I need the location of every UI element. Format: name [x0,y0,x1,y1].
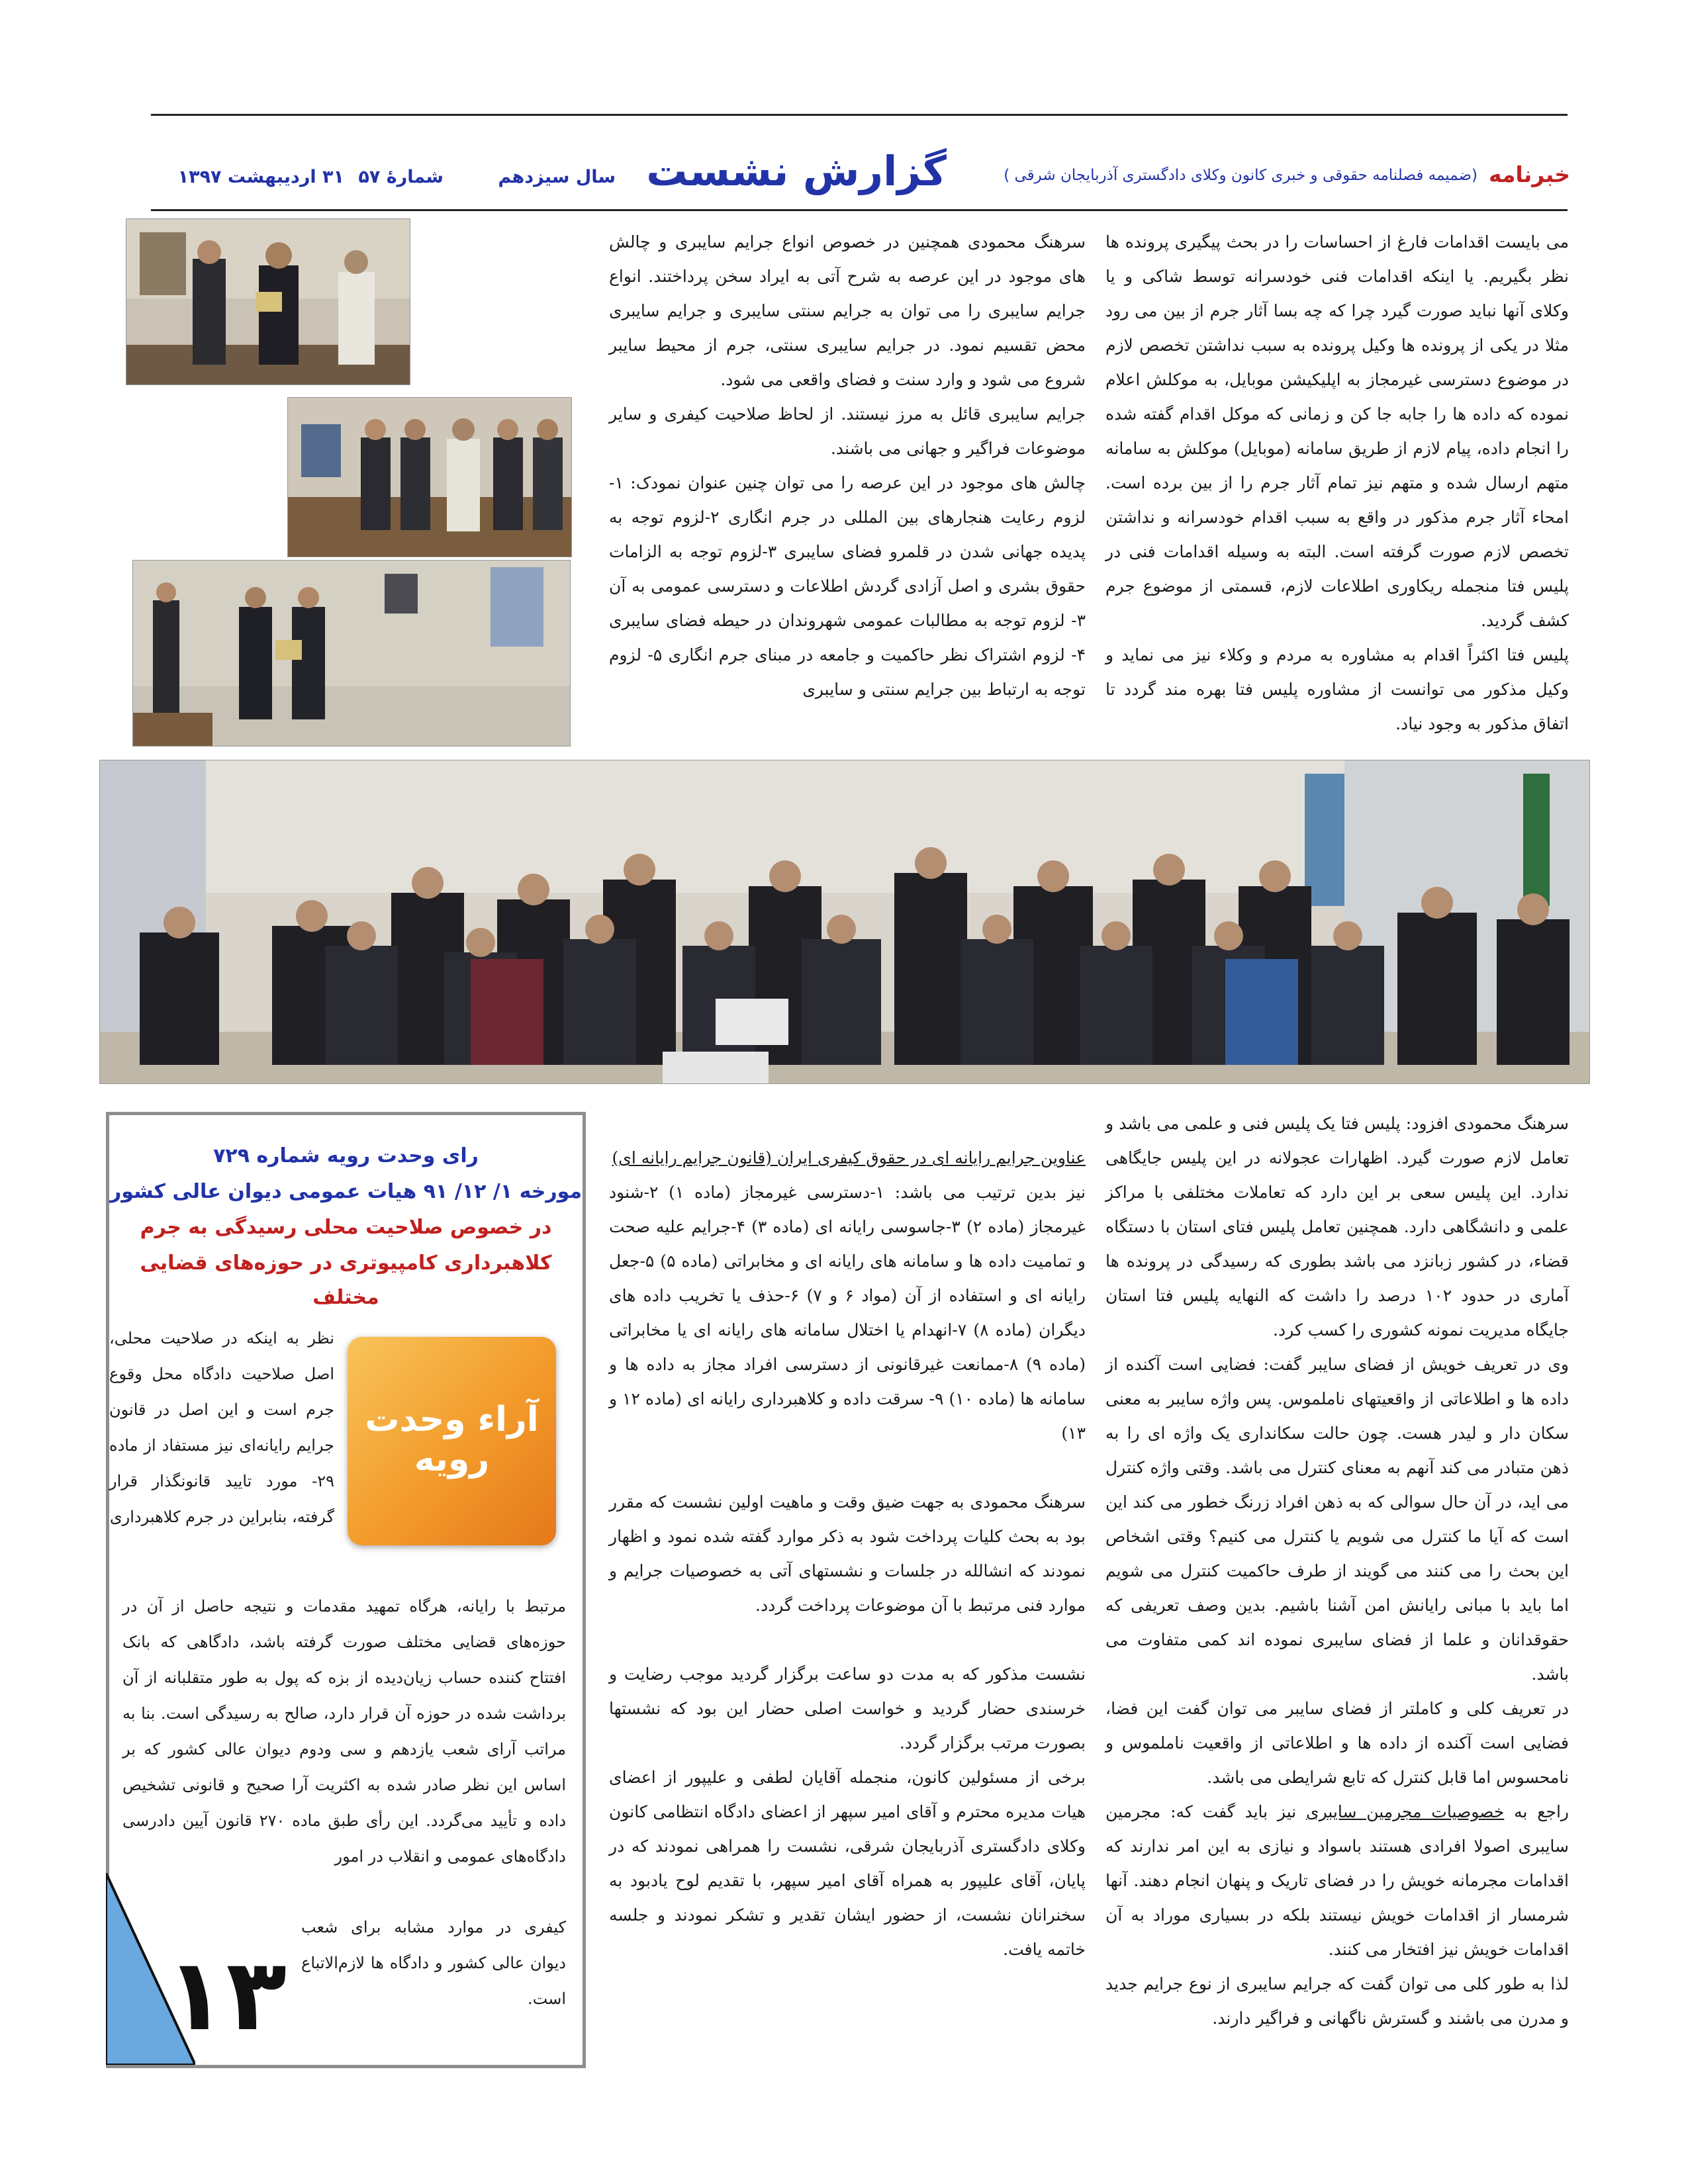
header-date: ۳۱ اردیبهشت ۱۳۹۷ [177,167,344,187]
photo-award-ceremony-2 [287,397,572,557]
paragraph-rest: نیز باید گفت که: مجرمین سایبری اصولا افرادی هستند باسواد و نیازی به این امر ندارند که اقدامات مجرمانه خویش را در فضای تاریک و پنهان انجام دهند. آنها شرمسار از اقدامات خویش نیستند بلکه در بسیاری موراد به آن اقدامات خویش نیز افتخار می کنند. [1105,1802,1569,1959]
section-heading: عناوین جرایم رایانه ای در حقوق کیفری ایران (قانون جرایم رایانه ای) [612,1148,1086,1167]
paragraph-prefix: راجع به [1514,1802,1570,1821]
article-paragraph: نیز بدین ترتیب می باشد: ۱-دسترسی غیرمجاز (ماده ۱) ۲-شنود غیرمجاز (ماده ۲) ۳-جاسوسی رایانه ای (ماده ۳) ۴-جرایم علیه صحت و تمامیت داده ها و سامانه های رایانه ای و مخابراتی (ماده ۵) ۵-جعل رایانه ای و استفاده از آن (مواد ۶ و ۷) ۶-حذف یا تخریب داده های دیگران (ماده ۸) ۷-انهدام یا اختلال سامانه های رایانه ای یا مخابراتی (ماده ۹) ۸-ممانعت غیرقانونی از دسترسی افراد مجاز به داده ها و سامانه ها (ماده ۱۰) ۹- سرقت داده و کلاهبرداری رایانه ای (ماده ۱۲ و ۱۳) [609,1183,1086,1443]
page-title: گزارش نشست [646,147,947,195]
ruling-title-1: رای وحدت رویه شماره ۷۲۹ [213,1144,479,1167]
article-paragraph: نشست مذکور که به مدت دو ساعت برگزار گردید موجب رضایت و خرسندی حضار گردید و خواست اصلی حضار این بود که نشستها بصورت مرتب برگزار گردد. [609,1664,1086,1752]
spacer [609,1451,1086,1485]
ruling-title-4: کلاهبرداری کامپیوتری در حوزه‌های قضایی مختلف [140,1251,552,1309]
top-right-column [1105,225,1569,741]
photo-award-ceremony-3 [132,560,571,747]
ruling-text-wide: مرتبط با رایانه، هرگاه تمهید مقدمات و نتیجه حاصل از آن در حوزه‌های قضایی مختلف صورت گرفته باشد، دادگاهی که بانک افتتاح کننده حساب زیان‌دیده از بزه که پول به طور متقلبانه از آن برداشت شده در حوزه آن قرار دارد، صالح به رسیدگی است. بنا به مراتب آرای شعب یازدهم و سی ودوم دیوان عالی کشور که بر اساس این نظر صادر شده به اکثریت آرا صحیح و قانونی تشخیص داده و تأیید می‌گردد. این رأی طبق ماده ۲۷۰ قانون آیین دادرسی دادگاه‌های عمومی و انقلاب در امور [122,1597,567,1866]
page-number: ۱۳ [165,1938,287,2053]
article-paragraph: سرهنگ محمودی همچنین در خصوص انواع جرایم سایبری و چالش های موجود در این عرصه به شرح آتی به ایراد سخن پرداختند. انواع جرایم سایبری را می توان به جرایم سنتی سایبری و جرایم سایبری محض تقسیم نمود. در جرایم سایبری سنتی، جرم از محیط سایبر شروع می شود و وارد سنت و فضای واقعی می شود. [609,232,1086,389]
article-paragraph [1105,1795,1569,1967]
ruling-text-end: کیفری در موارد مشابه برای شعب دیوان عالی کشور و دادگاه ها لازم‌الاتباع است. [301,1918,566,2008]
photo-award-ceremony-1 [126,218,410,385]
header-subtitle: (ضمیمه فصلنامه حقوقی و خبری کانون وکلای دادگستری آذربایجان شرقی ) [1004,167,1477,184]
spacer [609,1623,1086,1657]
article-paragraph: لذا به طور کلی می توان گفت که جرایم سایبری از نوع جرایم جدید و مدرن می باشند و گسترش ناگهانی و فراگیر دارند. [1105,1974,1569,2028]
article-paragraph: در تعریف کلی و کاملتر از فضای سایبر می توان گفت این فضا، فضایی است آکنده از داده ها و اطلاعاتی از واقعیت ناملموس و نامحسوس اما قابل کنترل که تابع شرایطی می باشد. [1105,1699,1569,1787]
ruling-title-2: مورخه ۱/ ۱۲/ ۹۱ هیات عمومی دیوان عالی کشور [109,1180,583,1203]
article-paragraph: چالش های موجود در این عرصه را می توان چنین عنوان نمودک: ۱- لزوم رعایت هنجارهای بین المللی در جرم انگاری ۲-لزوم توجه به پدیده جهانی شدن در قلمرو فضای سایبری ۳-لزوم توجه به الزامات حقوق بشری و اصل آزادی گردش اطلاعات و دسترسی عمومی به آن ۳- لزوم توجه به مطالبات عمومی شهروندان در حیطه فضای سایبری ۴- لزوم اشتراک نظر حاکمیت و جامعه در مبنای جرم انگاری ۵- لزوم توجه به ارتباط بین جرایم سنتی و سایبری [609,473,1086,699]
article-paragraph: وی در تعریف خویش از فضای سایبر گفت: فضایی است آکنده از داده ها و اطلاعاتی از واقعیتهای ناملموس. پس واژه سایبر به معنی سکان دار و لیدر هست. چون حالت سکانداری یک واژه ای را به ذهن متبادر می کند آنهم به معنای کنترل می باشد. وقتی واژه کنترل می اید، در آن حال سوالی که به ذهن افراد زرنگ خطور می کند این است که آیا ما کنترل می شویم یا کنترل می کنیم؟ وقتی اشخاص این بحث را می کنند می گویند از طرف حاکمیت کنترل می شویم اما باید با مبانی رایانش امن آشنا باشیم. بدین وصف تعریفی که حقوقدانان و علما از فضای سایبری نموده اند کمی متفاوت می باشد. [1105,1355,1569,1684]
ruling-logo [348,1337,556,1545]
article-paragraph: برخی از مسئولین کانون، منجمله آقایان لطفی و علیپور از اعضای هیات مدیره محترم و آقای امیر سپهر از اعضای دادگاه انتظامی کانون وکلای دادگستری آذربایجان شرقی، نشست را همراهی نمودند که در پایان، آقای علیپور به همراه آقای امیر سپهر، با تقدیم لوح یادبود به سخنرانان نشست، از حضور ایشان تقدیر و تشکر نمودند و جلسه خاتمه یافت. [609,1768,1086,1959]
article-paragraph: سرهنگ محمودی به جهت ضیق وقت و ماهیت اولین نشست که مقرر بود به بحث کلیات پرداخت شود به ذکر موارد گفته شده نمود و اظهار نمودند که انشالله در جلسات و نشستهای آتی به خصوصیات جرایم و موارد فنی مرتبط با آن موضوعات پرداخت گردد. [609,1492,1086,1615]
ruling-logo-text: آراء وحدت رویه [365,1400,539,1479]
bottom-middle-column [609,1141,1086,2068]
underlined-term: خصوصیات مجرمین سایبری [1306,1802,1505,1821]
article-paragraph: پلیس فتا اکثراً اقدام به مشاوره به مردم و وکلاء نیز می نماید و وکیل مذکور می توانست از مشاوره پلیس فتا بهره مند گردد تا اتفاق مذکور به وجود نیاد. [1105,645,1569,733]
bottom-right-column [1105,1107,1569,2073]
header-bottom-rule [151,209,1568,211]
ruling-text-narrow: نظر به اینکه در صلاحیت محلی، اصل صلاحیت دادگاه محل وقوع جرم است و این اصل در قانون جرایم رایانه‌ای نیز مستفاد از ماده ۲۹- مورد تایید قانونگذار قرار گرفته، بنابراین در جرم کلاهبرداری [109,1329,334,1526]
header-issue: شمارۀ ۵۷ [358,167,444,187]
article-paragraph: می بایست اقدامات فارغ از احساسات را در بحث پیگیری پرونده ها نظر بگیریم. یا اینکه اقدامات فنی خودسرانه توسط شاکی و یا وکلای آنها نباید صورت گیرد چرا که چه بسا آثار جرم از بین می رود مثلا در یکی از پرونده ها وکیل پرونده به سبب نداشتن تخصص لازم در موضوع دسترسی غیرمجاز به اپلیکیشن موبایل، به موکلش اعلام نموده که داده ها را جابه جا کن و زمانی که موکل اقدام گفته شده را انجام داده، پیام لازم از طریق سامانه (موبایل) موکلش به سامانه متهم ارسال شده و متهم نیز تمام آثار جرم را از بین برده است. امحاء آثار جرم مذکور در واقع به سبب اقدام خودسرانه و نداشتن تخصص لازم صورت گرفته است. البته به وسیله اقدامات فنی در پلیس فتا منجمله ریکاوری اطلاعات لازم، قسمتی از موضوع جرم کشف گردید. [1105,232,1569,630]
header-top-rule [151,114,1568,116]
header-year: سال سیزدهم [498,167,616,187]
article-paragraph: سرهنگ محمودی افزود: پلیس فتا یک پلیس فنی و علمی می باشد و تعامل لازم صورت گیرد. اظهارات عجولانه در این پلیس جایگاهی ندارد. این پلیس سعی بر این دارد که تعاملات مختلفی با مراکز علمی و دانشگاهی دارد. همچنین تعامل پلیس فتای استان با دستگاه قضاء، در کشور زبانزد می باشد بطوری که رسیدگی در پرونده ها آماری در حدود ۱۰۲ درصد را داشت که النهایه پلیس فتا استان جایگاه مدیریت نمونه کشوری را کسب کرد. [1105,1114,1569,1340]
article-paragraph: جرایم سایبری قائل به مرز نیستند. از لحاظ صلاحیت کیفری و سایر موضوعات فراگیر و جهانی می باشند. [609,404,1086,458]
ruling-title-3: در خصوص صلاحیت محلی رسیدگی به جرم [140,1216,552,1239]
top-middle-column [609,225,1086,741]
section-name: خبرنامه [1488,161,1570,187]
group-photo [99,760,1590,1084]
